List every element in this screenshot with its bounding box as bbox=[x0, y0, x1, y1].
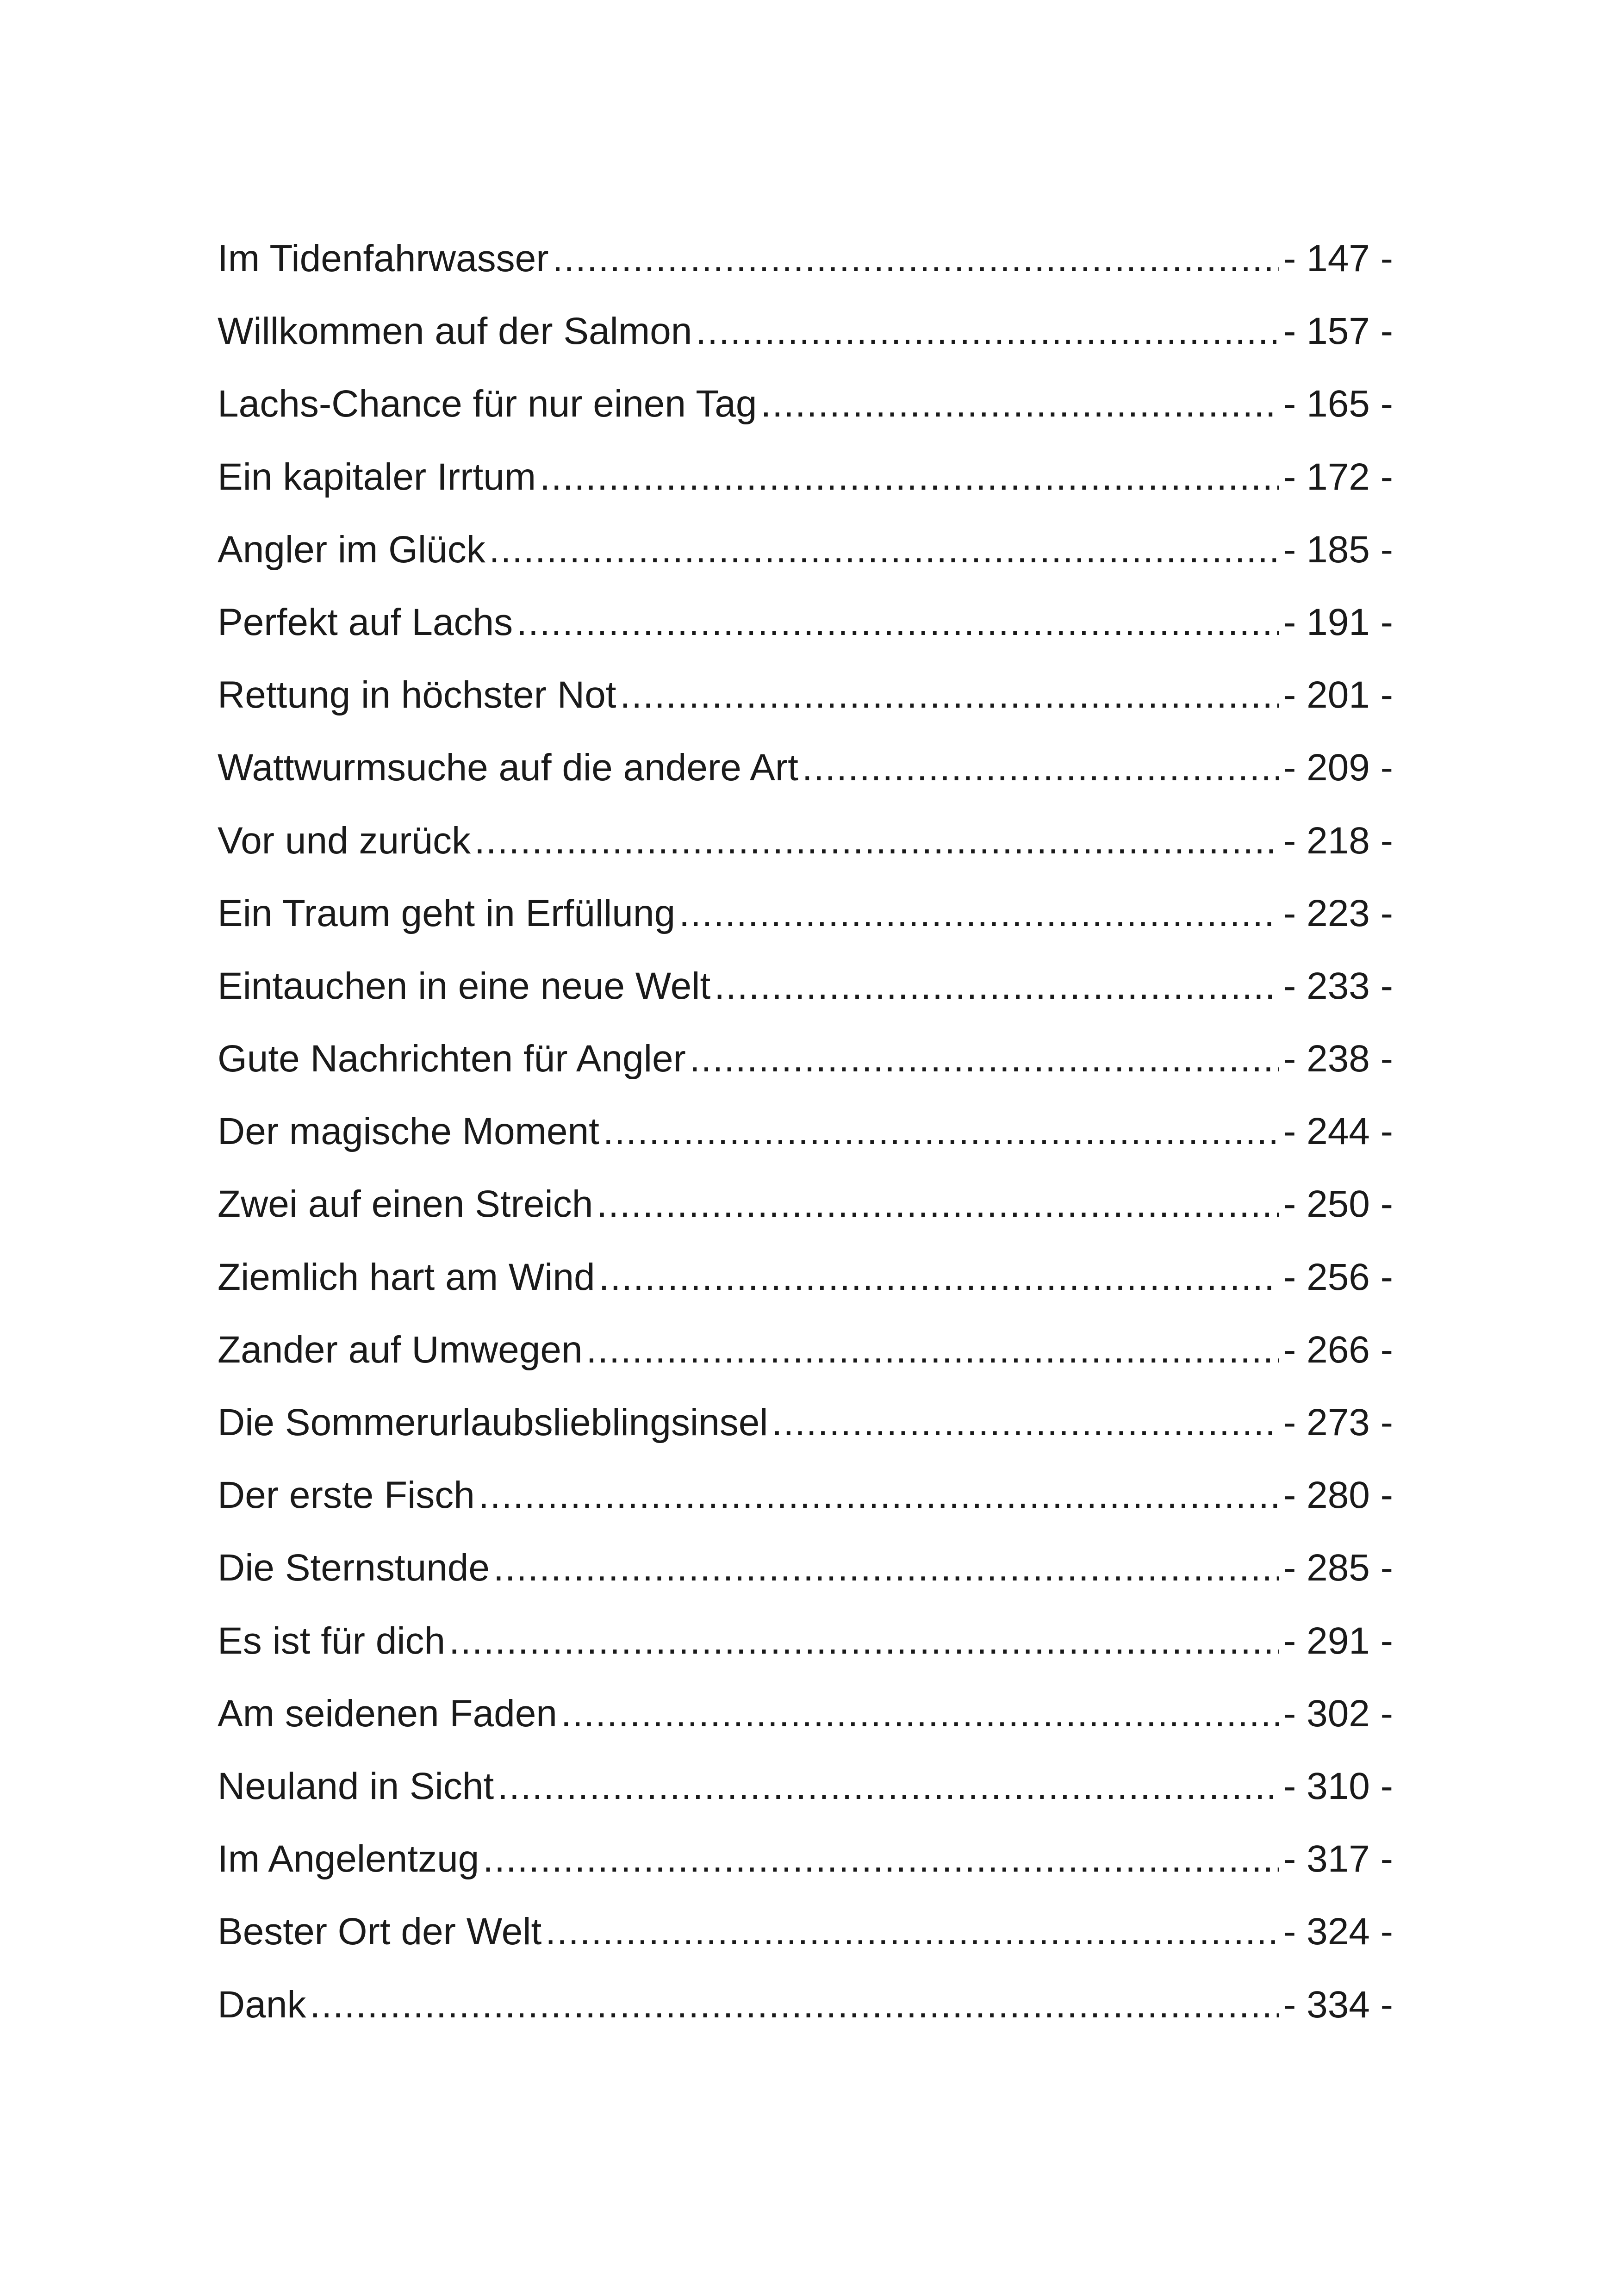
toc-entry-title: Im Tidenfahrwasser bbox=[218, 237, 549, 280]
toc-entry-page: - 285 - bbox=[1283, 1547, 1393, 1589]
toc-entry-page: - 172 - bbox=[1283, 455, 1393, 498]
toc-entry-page: - 266 - bbox=[1283, 1328, 1393, 1371]
toc-entry-title: Es ist für dich bbox=[218, 1619, 446, 1662]
toc-entry-page: - 302 - bbox=[1283, 1692, 1393, 1735]
toc-entry bbox=[218, 1968, 1393, 2041]
toc-entry-title: Vor und zurück bbox=[218, 819, 471, 862]
toc-dot-leader bbox=[561, 1677, 1279, 1750]
toc-entry bbox=[218, 804, 1393, 877]
toc-entry bbox=[218, 1605, 1393, 1677]
toc-entry-page: - 191 - bbox=[1283, 601, 1393, 643]
toc-entry-title: Perfekt auf Lachs bbox=[218, 601, 513, 643]
toc-entry-title: Neuland in Sicht bbox=[218, 1765, 494, 1807]
toc-dot-leader bbox=[597, 1168, 1279, 1240]
toc-entry-page: - 256 - bbox=[1283, 1256, 1393, 1298]
toc-entry-page: - 291 - bbox=[1283, 1619, 1393, 1662]
toc-entry bbox=[218, 586, 1393, 659]
toc-dot-leader bbox=[498, 1750, 1279, 1823]
toc-dot-leader bbox=[690, 1022, 1279, 1095]
toc-entry-title: Der erste Fisch bbox=[218, 1474, 475, 1517]
toc-entry bbox=[218, 1750, 1393, 1823]
toc-entry-page: - 334 - bbox=[1283, 1983, 1393, 2026]
toc-entry bbox=[218, 1313, 1393, 1386]
toc-entry-title: Zander auf Umwegen bbox=[218, 1328, 583, 1371]
toc-entry-title: Gute Nachrichten für Angler bbox=[218, 1038, 686, 1080]
toc-dot-leader bbox=[474, 804, 1279, 877]
toc-entry-page: - 280 - bbox=[1283, 1474, 1393, 1517]
toc-entry bbox=[218, 731, 1393, 804]
toc-dot-leader bbox=[714, 950, 1279, 1022]
toc-entry-page: - 165 - bbox=[1283, 383, 1393, 425]
toc-dot-leader bbox=[310, 1968, 1279, 2041]
toc-entry bbox=[218, 1677, 1393, 1750]
toc-dot-leader bbox=[489, 513, 1279, 586]
toc-entry-page: - 201 - bbox=[1283, 674, 1393, 716]
toc-dot-leader bbox=[586, 1313, 1279, 1386]
toc-entry-title: Dank bbox=[218, 1983, 306, 2026]
toc-dot-leader bbox=[772, 1386, 1279, 1459]
toc-entry bbox=[218, 1022, 1393, 1095]
toc-entry bbox=[218, 877, 1393, 950]
toc-dot-leader bbox=[545, 1895, 1279, 1968]
toc-dot-leader bbox=[679, 877, 1279, 950]
toc-entry-title: Willkommen auf der Salmon bbox=[218, 310, 692, 353]
toc-entry-page: - 324 - bbox=[1283, 1910, 1393, 1953]
toc-entry bbox=[218, 1531, 1393, 1604]
toc-entry-title: Eintauchen in eine neue Welt bbox=[218, 964, 711, 1007]
toc-dot-leader bbox=[553, 222, 1279, 295]
toc-entry bbox=[218, 1386, 1393, 1459]
toc-entry bbox=[218, 1823, 1393, 1895]
toc-entry-title: Ein kapitaler Irrtum bbox=[218, 455, 536, 498]
toc-entry bbox=[218, 1895, 1393, 1968]
toc-entry-page: - 223 - bbox=[1283, 892, 1393, 934]
toc-dot-leader bbox=[696, 295, 1279, 367]
toc-entry bbox=[218, 1168, 1393, 1240]
toc-entry-page: - 317 - bbox=[1283, 1838, 1393, 1880]
toc-entry-page: - 218 - bbox=[1283, 819, 1393, 862]
toc-entry-title: Die Sommerurlaubslieblingsinsel bbox=[218, 1401, 768, 1444]
toc-entry bbox=[218, 1241, 1393, 1313]
toc-dot-leader bbox=[760, 367, 1279, 440]
toc-entry bbox=[218, 950, 1393, 1022]
toc-dot-leader bbox=[517, 586, 1279, 659]
table-of-contents bbox=[218, 222, 1393, 2041]
toc-entry-page: - 209 - bbox=[1283, 747, 1393, 789]
toc-entry-page: - 147 - bbox=[1283, 237, 1393, 280]
toc-entry-page: - 244 - bbox=[1283, 1110, 1393, 1153]
toc-entry-page: - 233 - bbox=[1283, 964, 1393, 1007]
toc-dot-leader bbox=[599, 1241, 1279, 1313]
toc-dot-leader bbox=[493, 1531, 1279, 1604]
toc-entry-title: Am seidenen Faden bbox=[218, 1692, 557, 1735]
toc-entry-title: Im Angelentzug bbox=[218, 1838, 479, 1880]
toc-entry-page: - 250 - bbox=[1283, 1183, 1393, 1226]
toc-entry-title: Wattwurmsuche auf die andere Art bbox=[218, 747, 798, 789]
toc-entry-title: Die Sternstunde bbox=[218, 1547, 490, 1589]
toc-dot-leader bbox=[620, 659, 1279, 731]
toc-entry bbox=[218, 441, 1393, 513]
toc-entry-title: Angler im Glück bbox=[218, 528, 485, 571]
toc-entry-title: Lachs-Chance für nur einen Tag bbox=[218, 383, 757, 425]
toc-entry-page: - 157 - bbox=[1283, 310, 1393, 353]
toc-entry bbox=[218, 1095, 1393, 1168]
toc-dot-leader bbox=[603, 1095, 1279, 1168]
toc-entry bbox=[218, 367, 1393, 440]
toc-entry-title: Zwei auf einen Streich bbox=[218, 1183, 593, 1226]
toc-entry-title: Ziemlich hart am Wind bbox=[218, 1256, 595, 1298]
toc-entry-title: Der magische Moment bbox=[218, 1110, 599, 1153]
toc-entry bbox=[218, 1459, 1393, 1531]
toc-entry bbox=[218, 659, 1393, 731]
toc-entry-title: Ein Traum geht in Erfüllung bbox=[218, 892, 676, 934]
toc-entry bbox=[218, 222, 1393, 295]
toc-dot-leader bbox=[540, 441, 1279, 513]
toc-entry-page: - 238 - bbox=[1283, 1038, 1393, 1080]
toc-entry-page: - 273 - bbox=[1283, 1401, 1393, 1444]
toc-entry bbox=[218, 513, 1393, 586]
toc-dot-leader bbox=[449, 1605, 1279, 1677]
toc-entry bbox=[218, 295, 1393, 367]
toc-dot-leader bbox=[483, 1823, 1279, 1895]
toc-entry-title: Bester Ort der Welt bbox=[218, 1910, 542, 1953]
toc-dot-leader bbox=[479, 1459, 1279, 1531]
toc-dot-leader bbox=[802, 731, 1279, 804]
toc-entry-page: - 185 - bbox=[1283, 528, 1393, 571]
toc-entry-page: - 310 - bbox=[1283, 1765, 1393, 1807]
toc-entry-title: Rettung in höchster Not bbox=[218, 674, 616, 716]
